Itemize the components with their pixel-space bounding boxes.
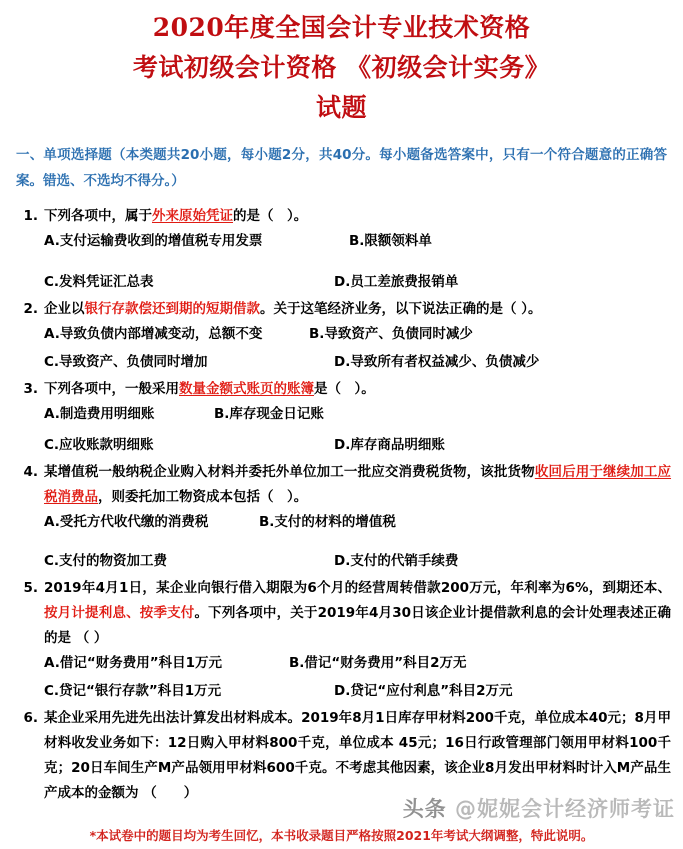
stem-highlight: 收回后用于继续加工应税消费品 bbox=[44, 464, 672, 505]
option-row bbox=[44, 549, 671, 574]
question-number: 6. bbox=[23, 710, 38, 726]
option-c[interactable]: C.应收账款明细账 bbox=[44, 437, 154, 453]
option-group bbox=[44, 322, 671, 375]
stem-pre: 某增值税一般纳税企业购入材料并委托外单位加工一批应交消费税货物，该批货物 bbox=[44, 464, 535, 480]
option-c[interactable]: C.支付的物资加工费 bbox=[44, 553, 168, 569]
stem-highlight: 银行存款偿还到期的短期借款 bbox=[84, 301, 260, 317]
section-header-single-choice: 一、单项选择题（本类题共20小题，每小题2分，共40分。每小题备选答案中，只有一个符合题意的正确答案。错选、不选均不得分。） bbox=[16, 147, 667, 189]
question-number: 3. bbox=[23, 381, 38, 397]
question-stem bbox=[12, 706, 671, 806]
question-stem bbox=[12, 576, 671, 651]
question-text bbox=[44, 297, 671, 322]
option-c[interactable]: C.发料凭证汇总表 bbox=[44, 274, 154, 290]
option-group bbox=[44, 229, 671, 295]
question-number: 5. bbox=[23, 580, 38, 596]
option-row bbox=[44, 433, 671, 458]
title-line-3: 试题 bbox=[315, 93, 367, 122]
question-list bbox=[12, 204, 671, 806]
option-c[interactable]: C.导致资产、负债同时增加 bbox=[44, 354, 208, 370]
option-c[interactable]: C.贷记“银行存款”科目1万元 bbox=[44, 683, 222, 699]
question-stem bbox=[12, 204, 671, 229]
stem-post: ，则委托加工物资成本包括（ ）。 bbox=[98, 489, 308, 505]
question-text bbox=[44, 204, 671, 229]
option-a[interactable]: A.借记“财务费用”科目1万元 bbox=[44, 655, 222, 671]
option-d[interactable]: D.支付的代销手续费 bbox=[334, 553, 459, 569]
question-item bbox=[12, 706, 671, 806]
option-row bbox=[44, 322, 671, 347]
option-d[interactable]: D.贷记“应付利息”科目2万元 bbox=[334, 683, 513, 699]
title-line-2: 考试初级会计资格 《初级会计实务》 bbox=[132, 53, 551, 82]
stem-highlight: 按月计提利息、按季支付 bbox=[44, 605, 195, 621]
stem-post: 。下列各项中，关于2019年4月30日该企业计提借款利息的会计处理表述正确的是 （ ） bbox=[44, 605, 671, 646]
stem-pre: 下列各项中，属于 bbox=[44, 208, 152, 224]
stem-highlight: 外来原始凭证 bbox=[152, 208, 233, 224]
stem-post: 。关于这笔经济业务，以下说法正确的是（ ）。 bbox=[260, 301, 542, 317]
question-item bbox=[12, 297, 671, 375]
option-a[interactable]: A.导致负债内部增减变动，总额不变 bbox=[44, 326, 263, 342]
option-row bbox=[44, 679, 671, 704]
question-number: 4. bbox=[23, 464, 38, 480]
option-row bbox=[44, 651, 671, 676]
watermark-platform: 头条 bbox=[402, 797, 447, 821]
option-group bbox=[44, 402, 671, 458]
stem-highlight: 数量金额式账页的账簿 bbox=[179, 381, 314, 397]
option-a[interactable]: A.受托方代收代缴的消费税 bbox=[44, 514, 209, 530]
option-row bbox=[44, 402, 671, 427]
question-item bbox=[12, 377, 671, 458]
option-row bbox=[44, 510, 671, 535]
option-b[interactable]: B.借记“财务费用”科目2万无 bbox=[289, 655, 467, 671]
question-stem bbox=[12, 377, 671, 402]
question-text bbox=[44, 576, 671, 651]
option-b[interactable]: B.导致资产、负债同时减少 bbox=[309, 326, 473, 342]
option-group bbox=[44, 510, 671, 574]
question-item bbox=[12, 204, 671, 295]
option-b[interactable]: B.库存现金日记账 bbox=[214, 406, 324, 422]
option-b[interactable]: B.支付的材料的增值税 bbox=[259, 514, 396, 530]
question-item bbox=[12, 460, 671, 574]
stem-pre: 下列各项中，一般采用 bbox=[44, 381, 179, 397]
question-number: 1. bbox=[23, 208, 38, 224]
question-stem bbox=[12, 297, 671, 322]
option-row bbox=[44, 270, 671, 295]
option-d[interactable]: D.库存商品明细账 bbox=[334, 437, 445, 453]
stem-post: 是（ ）。 bbox=[314, 381, 375, 397]
watermark-handle: @妮妮会计经济师考证 bbox=[455, 797, 675, 821]
option-b[interactable]: B.限额领料单 bbox=[349, 233, 432, 249]
option-d[interactable]: D.导致所有者权益减少、负债减少 bbox=[334, 354, 540, 370]
stem-pre: 企业以 bbox=[44, 301, 85, 317]
paper-title bbox=[0, 0, 683, 128]
question-text: 某企业采用先进先出法计算发出材料成本。2019年8月1日库存甲材料200千克，单位成本40元；8月甲材料收发业务如下：12日购入甲材料800千克，单位成本 45元；16日行政管理部门领用甲材料100千克；20日车间生产M产品领用甲材料600千克。不考虑其他因素，该企业8月发出甲材料时计入M产品生产成本的金额为 （ ） bbox=[44, 710, 671, 801]
option-row bbox=[44, 350, 671, 375]
stem-post: 的是（ ）。 bbox=[233, 208, 308, 224]
stem-pre: 2019年4月1日，某企业向银行借入期限为6个月的经营周转借款200万元，年利率为6%，到期还本、 bbox=[44, 580, 671, 596]
option-a[interactable]: A.支付运输费收到的增值税专用发票 bbox=[44, 233, 263, 249]
option-row bbox=[44, 229, 671, 254]
question-item bbox=[12, 576, 671, 704]
option-group bbox=[44, 651, 671, 704]
title-line-1: 2020年度全国会计专业技术资格 bbox=[152, 13, 531, 42]
question-text bbox=[44, 377, 671, 402]
footnote: *本试卷中的题目均为考生回忆，本书收录题目严格按照2021年考试大纲调整，特此说明。 bbox=[89, 828, 594, 843]
option-d[interactable]: D.员工差旅费报销单 bbox=[334, 274, 459, 290]
question-number: 2. bbox=[23, 301, 38, 317]
question-text bbox=[44, 460, 671, 510]
option-a[interactable]: A.制造费用明细账 bbox=[44, 406, 155, 422]
question-stem bbox=[12, 460, 671, 510]
